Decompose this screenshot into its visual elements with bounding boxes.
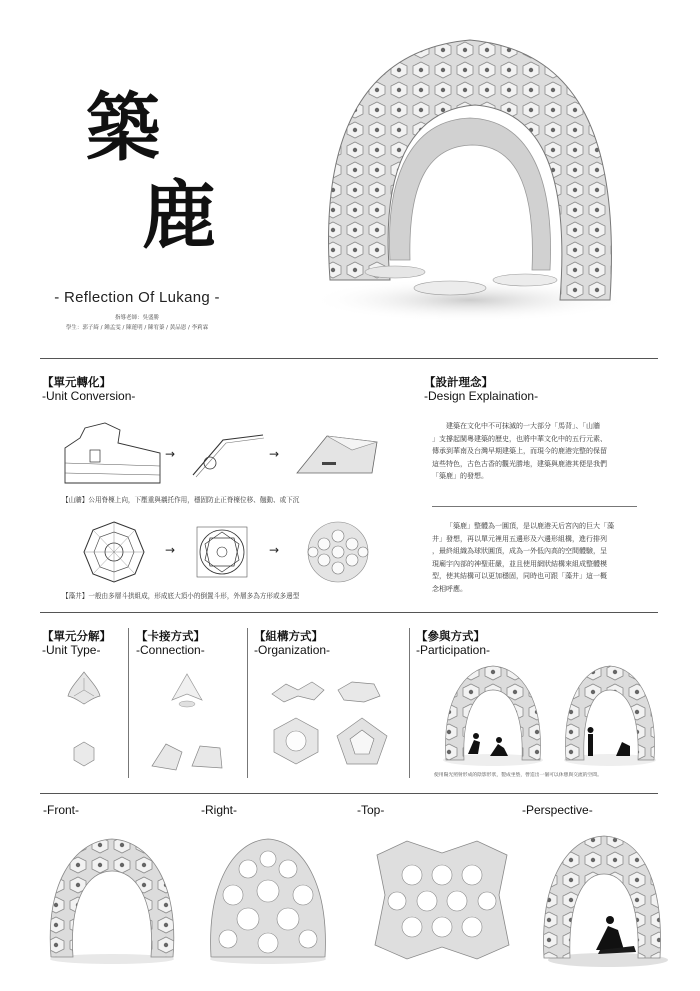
- view-label-top: -Top-: [357, 803, 385, 817]
- front-view-render: [45, 835, 180, 965]
- connection-joint-render: [162, 670, 212, 710]
- divider-middle: [40, 612, 658, 613]
- caisson-unit-render: [303, 520, 373, 584]
- participation-render-right: [560, 662, 660, 767]
- arrow-3: →: [165, 543, 176, 557]
- gable-wall-sketch: [60, 418, 170, 488]
- design-p1-line: 傳承到華南及台灣早期建築上，而現今的鹿港完整的保留: [432, 447, 607, 455]
- design-p2-line: 型，使其結構可以更加穩固，同時也可跟「藻井」這一概: [432, 572, 607, 580]
- design-divider: [432, 506, 637, 507]
- hero-pavilion-render: [300, 0, 700, 340]
- perspective-view-render: [538, 830, 668, 970]
- right-view-render: [203, 835, 333, 965]
- caption-caisson: 【藻井】一般由多層斗拱組成，形成底大頂小的倒置斗形，外層多為方形或多邊型: [62, 592, 300, 600]
- divider-bottom: [40, 793, 658, 794]
- column-separator-1: [128, 628, 129, 778]
- design-p2-line: 念相呼應。: [432, 584, 467, 593]
- column-separator-3: [409, 628, 410, 778]
- subtitle: - Reflection Of Lukang -: [54, 289, 220, 306]
- organization-pent-ring-render: [334, 716, 390, 766]
- unit-conversion-heading-en: -Unit Conversion-: [42, 389, 136, 403]
- design-p1-line: 「築鹿」的發想。: [432, 472, 488, 480]
- top-view-render: [367, 835, 517, 965]
- column-separator-2: [247, 628, 248, 778]
- gable-unit-render: [292, 428, 382, 478]
- design-p1-line: 這些特色，古色古香的觀光勝地，建築與鹿港其便是我們: [432, 459, 607, 468]
- credit-advisor: 指導老師：吳盛勝: [114, 315, 159, 321]
- arrow-2: →: [269, 447, 280, 461]
- organization-heading-zh: 【組構方式】: [254, 629, 323, 643]
- participation-caption: 使用陽光照射形成的陰影形狀，製成坐墊，營造出一個可以休憩與交流的空間。: [434, 773, 602, 778]
- organization-hex-ring-render: [268, 716, 324, 766]
- organization-step2-render: [334, 676, 384, 706]
- design-p2-line: 現廟宇內部的神聖莊嚴，並且使用網狀結構來組成整體模: [432, 559, 607, 568]
- title-char-zhu: 築: [86, 85, 160, 171]
- design-paragraph-2: [432, 520, 662, 595]
- caisson-pattern-drawing: [194, 524, 250, 580]
- participation-heading-en: -Participation-: [416, 643, 491, 657]
- design-p2-line: ，最終組織為球狀圓頂，成為一外低內高的空間體驗，呈: [432, 547, 607, 555]
- connection-heading-en: -Connection-: [136, 643, 205, 657]
- view-label-front: -Front-: [43, 803, 79, 817]
- caisson-ceiling-drawing: [82, 520, 146, 584]
- participation-render-left: [438, 662, 548, 767]
- design-p2-line: 「築鹿」整體為一圓頂，是以鹿港天后宮內的巨大「藻: [446, 522, 614, 530]
- design-p2-line: 井」發想，再以單元裡用五邊形及六邊形組構，進行排列: [432, 534, 607, 543]
- organization-step1-render: [268, 676, 328, 706]
- connection-pieces-render: [148, 738, 228, 774]
- unit-type-heading-zh: 【單元分解】: [42, 629, 111, 643]
- design-p1-line: 建築在文化中不可抹滅的一大部分「馬背」、「山牆: [446, 422, 600, 430]
- view-label-perspective: -Perspective-: [522, 803, 593, 817]
- caption-gable: 【山牆】公用脊檁上向，下壓重與襯托作用，穩固防止正脊檁位移、翹動、或下沉: [62, 496, 300, 504]
- connection-heading-zh: 【卡接方式】: [136, 629, 205, 643]
- title-char-lu: 鹿: [142, 173, 216, 259]
- arrow-4: →: [269, 543, 280, 557]
- unit-type-heading-en: -Unit Type-: [42, 643, 101, 657]
- organization-heading-en: -Organization-: [254, 643, 331, 657]
- unit-type-hexagon-render: [70, 740, 98, 768]
- participation-heading-zh: 【參與方式】: [416, 629, 485, 643]
- arrow-1: →: [165, 447, 176, 461]
- unit-type-tripod-render: [64, 668, 104, 708]
- design-paragraph-1: [432, 420, 662, 483]
- design-p1-line: 」支撐起閩粵建築的歷史，也將中華文化中的五行元素、: [432, 434, 607, 443]
- view-label-right: -Right-: [201, 803, 238, 817]
- credit-students: 學生：郭子綺 / 鍾孟雯 / 陳蓮明 / 陳宥蓁 / 黃品恩 / 李莉霖: [65, 325, 209, 331]
- gable-detail-sketch: [188, 425, 268, 485]
- unit-conversion-heading-zh: 【單元轉化】: [42, 375, 111, 389]
- design-heading-zh: 【設計理念】: [424, 375, 493, 389]
- design-heading-en: -Design Explaination-: [424, 389, 539, 403]
- divider-top: [40, 358, 658, 359]
